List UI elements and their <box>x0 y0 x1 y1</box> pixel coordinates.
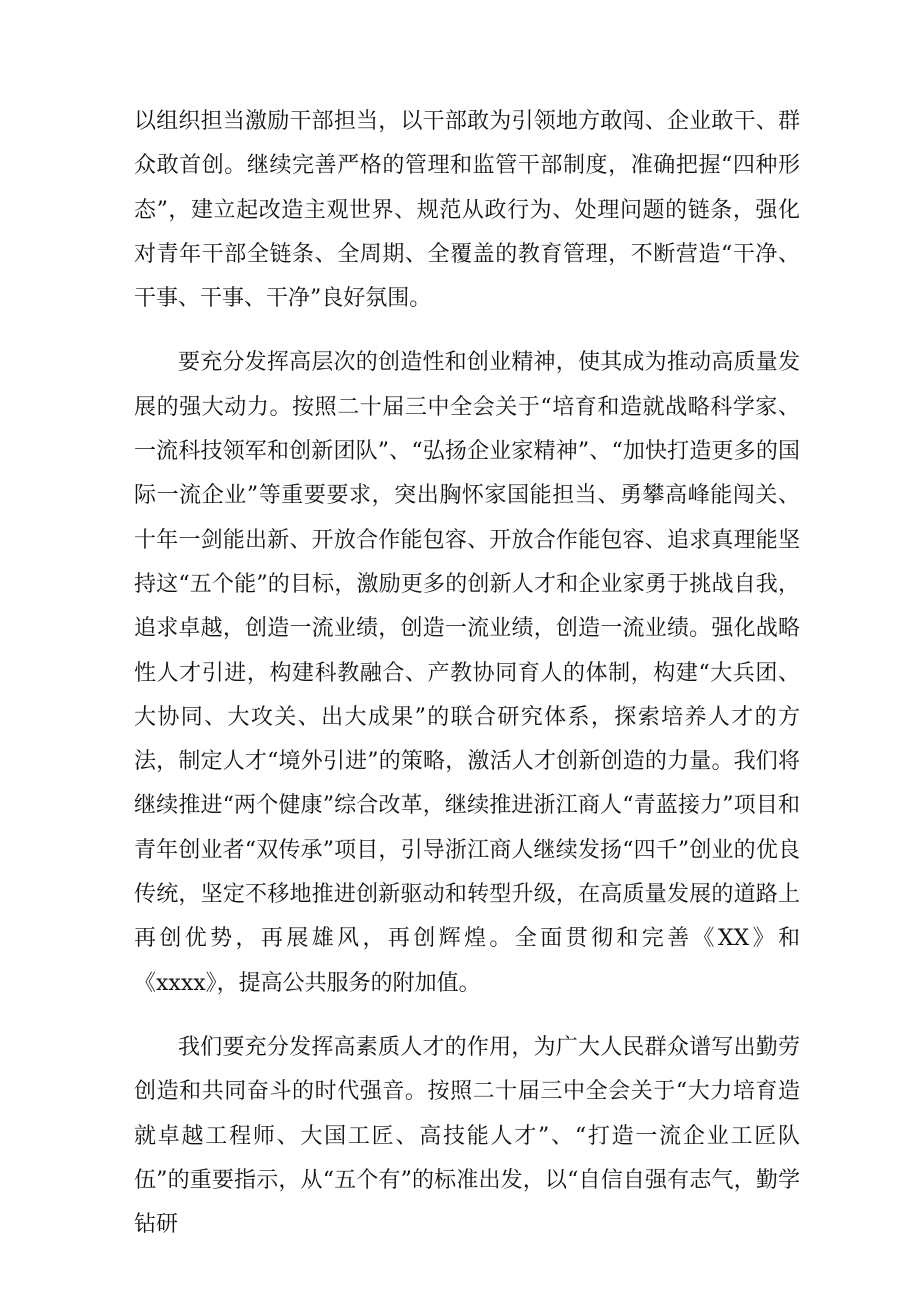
paragraph-continued: 以组织担当激励干部担当，以干部敢为引领地方敢闯、企业敢干、群众敢首创。继续完善严格的管理和监管干部制度，准确把握“四种形态”，建立起改造主观世界、规范从政行为、处理问题的链条，强化对青年干部全链条、全周期、全覆盖的教育管理，不断营造“干净、干事、干事、干净”良好氛围。 <box>134 109 800 312</box>
paragraph-skilled-talent: 我们要充分发挥高素质人才的作用，为广大人民群众谱写出勤劳创造和共同奋斗的时代强音。按照二十届三中全会关于“大力培育造就卓越工程师、大国工匠、高技能人才”、“打造一流企业工匠队伍”的重要指示，从“五个有”的标准出发，以“自信自强有志气，勤学钻研 <box>134 1034 800 1238</box>
paragraph-innovation-talent: 要充分发挥高层次的创造性和创业精神，使其成为推动高质量发展的强大动力。按照二十届三中全会关于“培育和造就战略科学家、一流科技领军和创新团队”、“弘扬企业家精神”、“加快打造更多的国际一流企业”等重要要求，突出胸怀家国能担当、勇攀高峰能闯关、十年一剑能出新、开放合作能包容、开放合作能包容、追求真理能坚持这“五个能”的目标，激励更多的创新人才和企业家勇于挑战自我，追求卓越，创造一流业绩，创造一流业绩，创造一流业绩。强化战略性人才引进，构建科教融合、产教协同育人的体制，构建“大兵团、大协同、大攻关、出大成果”的联合研究体系，探索培养人才的方法，制定人才“境外引进”的策略，激活人才创新创造的力量。我们将继续推进“两个健康”综合改革，继续推进浙江商人“青蓝接力”项目和青年创业者“双传承”项目，引导浙江商人继续发扬“四千”创业的优良传统，坚定不移地推进创新驱动和转型升级，在高质量发展的道路上再创优势，再展雄风，再创辉煌。全面贯彻和完善《XX》和《xxxx》，提高公共服务的附加值。 <box>134 350 800 996</box>
document-body <box>134 100 800 1247</box>
